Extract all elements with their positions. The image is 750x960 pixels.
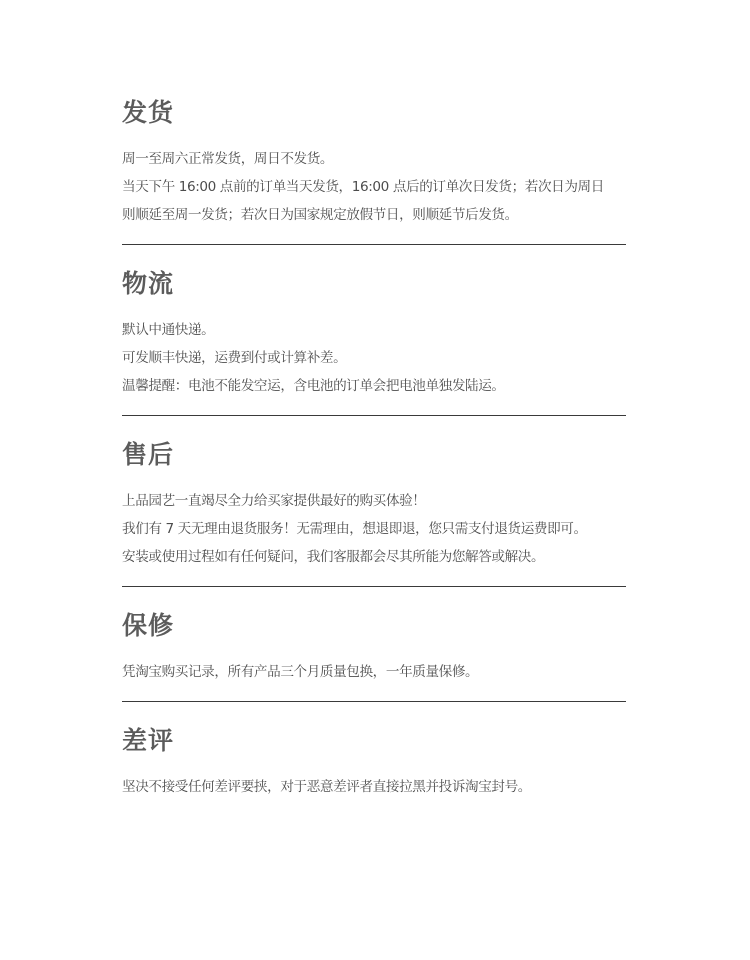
body-line: 我们有 7 天无理由退货服务！无需理由，想退即退，您只需支付退货运费即可。 — [122, 521, 587, 537]
section-title: 物流 — [122, 269, 175, 298]
body-line: 温馨提醒：电池不能发空运，含电池的订单会把电池单独发陆运。 — [122, 378, 505, 394]
body-line: 安装或使用过程如有任何疑问，我们客服都会尽其所能为您解答或解决。 — [122, 549, 545, 565]
body-line: 周一至周六正常发货，周日不发货。 — [122, 151, 334, 167]
section-shipping — [122, 96, 626, 245]
section-divider — [122, 244, 626, 245]
section-logistics — [122, 267, 626, 416]
body-line: 坚决不接受任何差评要挟，对于恶意差评者直接拉黑并投诉淘宝封号。 — [122, 779, 532, 795]
section-after-sales — [122, 438, 626, 587]
section-body — [122, 145, 626, 229]
body-line: 当天下午 16:00 点前的订单当天发货，16:00 点后的订单次日发货；若次日为周日 — [122, 179, 604, 195]
section-negative-reviews — [122, 724, 626, 801]
section-body — [122, 487, 626, 571]
section-body — [122, 658, 626, 686]
policy-document — [122, 96, 626, 801]
section-title: 保修 — [122, 611, 175, 640]
section-divider — [122, 586, 626, 587]
body-line: 上品园艺一直竭尽全力给买家提供最好的购买体验！ — [122, 493, 426, 509]
section-warranty — [122, 609, 626, 702]
section-title: 售后 — [122, 440, 175, 469]
body-line: 默认中通快递。 — [122, 322, 215, 338]
section-divider — [122, 415, 626, 416]
section-title: 发货 — [122, 98, 175, 127]
section-title: 差评 — [122, 726, 175, 755]
section-body — [122, 316, 626, 400]
section-divider — [122, 701, 626, 702]
body-line: 则顺延至周一发货；若次日为国家规定放假节日，则顺延节后发货。 — [122, 207, 518, 223]
section-body — [122, 773, 626, 801]
body-line: 可发顺丰快递，运费到付或计算补差。 — [122, 350, 347, 366]
body-line: 凭淘宝购买记录，所有产品三个月质量包换，一年质量保修。 — [122, 664, 479, 680]
